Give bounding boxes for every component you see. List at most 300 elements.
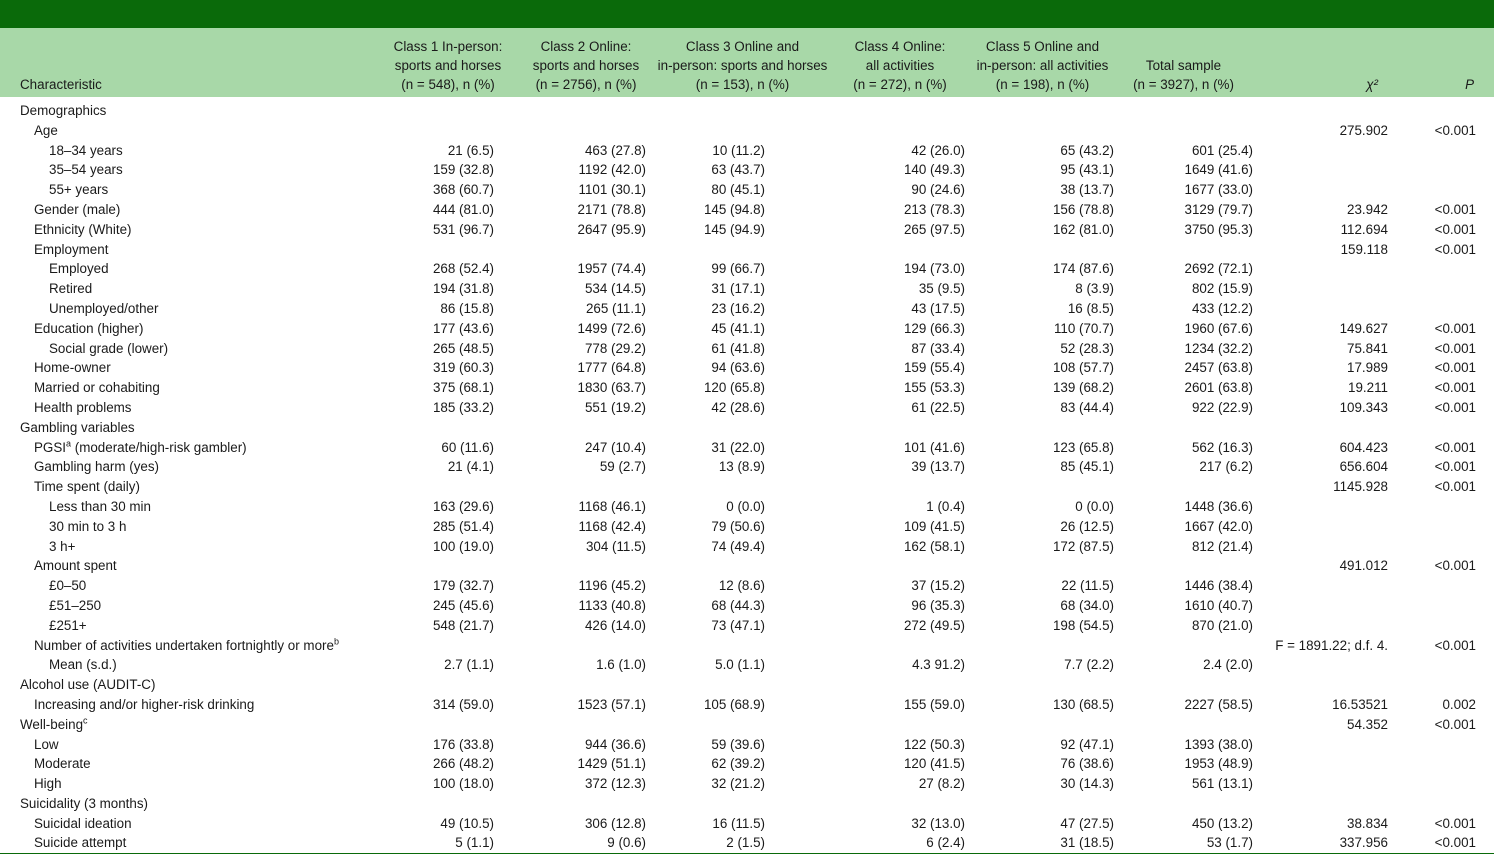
table-cell <box>1420 735 1494 755</box>
table-cell: 812 (21.4) <box>1191 538 1253 554</box>
table-cell: 1610 (40.7) <box>1184 597 1253 613</box>
table-cell: 74 (49.4) <box>711 538 765 554</box>
table-row <box>0 636 1494 656</box>
table-cell: 9 (0.6) <box>607 835 646 851</box>
table-cell <box>971 794 1114 814</box>
table-row <box>0 576 1494 596</box>
table-row <box>0 141 1494 161</box>
table-cell: 172 (87.5) <box>1052 538 1114 554</box>
table-cell <box>1114 715 1253 735</box>
table-cell <box>380 794 516 814</box>
table-cell <box>1114 121 1253 141</box>
table-cell <box>656 636 829 656</box>
row-label <box>0 596 380 616</box>
table-cell: 1957 (74.4) <box>577 261 646 277</box>
row-label <box>0 319 380 339</box>
table-cell <box>1420 259 1494 279</box>
table-cell: 217 (6.2) <box>1199 459 1253 475</box>
table-cell: 450 (13.2) <box>1191 815 1253 831</box>
table-cell: 19.211 <box>1348 380 1388 396</box>
table-cell: 159 (32.8) <box>432 162 494 178</box>
table-cell: 337.956 <box>1339 835 1388 851</box>
table-cell: 1101 (30.1) <box>578 182 646 198</box>
row-label <box>0 695 380 715</box>
column-header-6 <box>1114 28 1253 97</box>
table-cell: 266 (48.2) <box>432 756 494 772</box>
table-cell: 96 (35.3) <box>911 597 965 613</box>
table-row <box>0 358 1494 378</box>
column-header-line: Total sample <box>1145 58 1222 73</box>
table-cell <box>1420 180 1494 200</box>
table-cell <box>516 97 656 121</box>
table-cell <box>380 556 516 576</box>
table-cell: 433 (12.2) <box>1191 300 1253 316</box>
row-label <box>0 576 380 596</box>
table-cell: 163 (29.6) <box>432 498 494 514</box>
table-cell: 2457 (63.8) <box>1184 360 1253 376</box>
table-cell: 1234 (32.2) <box>1184 340 1253 356</box>
table-header <box>0 28 1494 97</box>
table-row <box>0 754 1494 774</box>
table-cell: 534 (14.5) <box>584 281 646 297</box>
row-label-text: £0–50 <box>49 578 87 594</box>
table-cell: 0 (0.0) <box>726 498 765 514</box>
table-row <box>0 497 1494 517</box>
column-header-line: (n = 2756), n (%) <box>535 77 637 92</box>
table-cell: 49 (10.5) <box>440 815 494 831</box>
row-label-text: 55+ years <box>49 182 109 198</box>
table-cell: 179 (32.7) <box>432 578 494 594</box>
table-cell: 548 (21.7) <box>432 617 494 633</box>
table-row <box>0 556 1494 576</box>
row-label-text: Mean (s.d.) <box>49 657 117 673</box>
row-label-text: High <box>34 776 62 792</box>
table-cell: 1192 (42.0) <box>578 162 646 178</box>
table-cell: 13 (8.9) <box>718 459 765 475</box>
table-cell <box>516 121 656 141</box>
table-cell: 17.989 <box>1347 360 1388 376</box>
table-cell: F = 1891.22; d.f. 4. <box>1275 637 1388 653</box>
table-cell <box>1253 299 1420 319</box>
table-cell: 52 (28.3) <box>1060 340 1114 356</box>
table-cell <box>1114 477 1253 497</box>
row-label-text: Amount spent <box>34 558 117 574</box>
table-cell <box>1420 616 1494 636</box>
row-label-text: Number of activities undertaken fortnightly or more <box>34 637 334 653</box>
table-cell <box>1253 497 1420 517</box>
footnote-marker: a <box>66 438 72 449</box>
table-cell <box>1420 97 1494 121</box>
table-cell <box>1253 180 1420 200</box>
table-cell: 802 (15.9) <box>1191 281 1253 297</box>
row-label-text: Social grade (lower) <box>49 340 169 356</box>
table-cell: 562 (16.3) <box>1191 439 1253 455</box>
table-cell: 155 (53.3) <box>903 380 965 396</box>
row-label <box>0 418 380 438</box>
table-cell: 108 (57.7) <box>1052 360 1114 376</box>
table-cell: 561 (13.1) <box>1191 776 1253 792</box>
table-row <box>0 695 1494 715</box>
table-cell <box>656 240 829 260</box>
table-cell <box>971 675 1114 695</box>
table-row <box>0 299 1494 319</box>
table-cell <box>656 556 829 576</box>
table-cell <box>829 121 971 141</box>
table-cell <box>1253 517 1420 537</box>
row-label-text: Education (higher) <box>34 320 144 336</box>
table-cell: 922 (22.9) <box>1191 399 1253 415</box>
row-label <box>0 398 380 418</box>
table-cell <box>1253 616 1420 636</box>
table-cell: 68 (34.0) <box>1060 597 1114 613</box>
table-cell: 245 (45.6) <box>432 597 494 613</box>
table-cell: <0.001 <box>1434 380 1476 396</box>
table-cell: 531 (96.7) <box>432 221 494 237</box>
table-cell: 944 (36.6) <box>584 736 646 752</box>
table-body <box>0 97 1494 853</box>
row-label-text: Employment <box>34 241 109 257</box>
table-cell: 176 (33.8) <box>432 736 494 752</box>
table-cell <box>1420 141 1494 161</box>
table-cell: 120 (65.8) <box>703 380 765 396</box>
table-cell <box>1420 576 1494 596</box>
row-label-text: Suicidality (3 months) <box>20 795 149 811</box>
table-cell: 656.604 <box>1339 459 1388 475</box>
column-header-line: sports and horses <box>532 58 640 73</box>
table-cell: 83 (44.4) <box>1060 399 1114 415</box>
table-cell: <0.001 <box>1434 360 1476 376</box>
table-cell: <0.001 <box>1434 459 1476 475</box>
table-cell <box>1253 418 1420 438</box>
table-cell: 185 (33.2) <box>432 399 494 415</box>
table-cell <box>380 97 516 121</box>
table-title-bar <box>0 0 1494 28</box>
table-cell: 8 (3.9) <box>1075 281 1114 297</box>
table-cell: 110 (70.7) <box>1053 320 1114 336</box>
table-cell: 444 (81.0) <box>432 201 494 217</box>
table-cell: 42 (26.0) <box>911 142 965 158</box>
table-row <box>0 160 1494 180</box>
table-cell <box>1253 141 1420 161</box>
table-cell: 42 (28.6) <box>711 399 765 415</box>
table-row <box>0 398 1494 418</box>
table-cell: 1133 (40.8) <box>578 597 646 613</box>
table-cell: 54.352 <box>1347 716 1388 732</box>
table-cell: 1168 (46.1) <box>578 498 646 514</box>
table-cell <box>971 121 1114 141</box>
table-cell: 130 (68.5) <box>1052 696 1114 712</box>
footnote-marker: c <box>83 715 88 726</box>
table-cell: 73 (47.1) <box>711 617 765 633</box>
table-row <box>0 477 1494 497</box>
table-cell: 140 (49.3) <box>903 162 965 178</box>
table-cell: 47 (27.5) <box>1060 815 1114 831</box>
table-row <box>0 517 1494 537</box>
table-cell: <0.001 <box>1434 340 1476 356</box>
row-label-text: Married or cohabiting <box>34 380 160 396</box>
row-label <box>0 339 380 359</box>
table-cell: 1777 (64.8) <box>577 360 646 376</box>
row-label <box>0 794 380 814</box>
row-label <box>0 556 380 576</box>
row-label-text: Gambling variables <box>20 419 135 435</box>
table-cell <box>656 794 829 814</box>
table-cell: 122 (50.3) <box>903 736 965 752</box>
table-cell <box>1420 160 1494 180</box>
table-cell <box>656 675 829 695</box>
column-header-line: (n = 198), n (%) <box>995 77 1090 92</box>
column-header-line: in-person: sports and horses <box>657 58 828 73</box>
table-cell: 23.942 <box>1347 201 1388 217</box>
table-cell: 123 (65.8) <box>1052 439 1114 455</box>
table-cell: 265 (11.1) <box>585 300 646 316</box>
column-header-line: Class 5 Online and <box>985 39 1100 54</box>
table-cell: 601 (25.4) <box>1191 142 1253 158</box>
row-label <box>0 358 380 378</box>
row-label <box>0 833 380 853</box>
table-cell: 35 (9.5) <box>918 281 965 297</box>
table-cell: 61 (41.8) <box>711 340 765 356</box>
table-cell: <0.001 <box>1434 835 1476 851</box>
table-row <box>0 121 1494 141</box>
row-label-suffix: (moderate/high-risk gambler) <box>71 439 247 455</box>
table-cell <box>1253 596 1420 616</box>
table-cell <box>1114 556 1253 576</box>
table-cell: 1168 (42.4) <box>578 518 646 534</box>
table-cell <box>971 556 1114 576</box>
row-label-text: £251+ <box>49 617 87 633</box>
table-cell: <0.001 <box>1434 320 1476 336</box>
row-label <box>0 240 380 260</box>
table-cell: 60 (11.6) <box>441 439 494 455</box>
table-row <box>0 97 1494 121</box>
table-cell <box>516 715 656 735</box>
table-cell <box>1253 279 1420 299</box>
row-label <box>0 655 380 675</box>
table-cell: 2692 (72.1) <box>1184 261 1253 277</box>
table-cell <box>516 675 656 695</box>
table-cell: 174 (87.6) <box>1052 261 1114 277</box>
table-cell: 306 (12.8) <box>584 815 646 831</box>
column-header-2 <box>516 28 656 97</box>
column-header-line: (n = 3927), n (%) <box>1133 77 1234 92</box>
table-cell: 149.627 <box>1339 320 1388 336</box>
table-cell: 109 (41.5) <box>903 518 965 534</box>
table-cell: 76 (38.6) <box>1060 756 1114 772</box>
table-row <box>0 220 1494 240</box>
table-cell: 162 (81.0) <box>1052 221 1114 237</box>
table-row <box>0 794 1494 814</box>
table-cell: 23 (16.2) <box>711 300 765 316</box>
table-cell: 16 (8.5) <box>1067 300 1114 316</box>
table-cell: 1953 (48.9) <box>1184 756 1253 772</box>
table-cell: 1649 (41.6) <box>1184 162 1253 178</box>
table-cell <box>829 240 971 260</box>
table-cell <box>971 418 1114 438</box>
row-label-text: Well-being <box>20 716 84 732</box>
table-cell: 22 (11.5) <box>1061 578 1114 594</box>
table-cell: 314 (59.0) <box>432 696 494 712</box>
table-cell: 109.343 <box>1339 399 1388 415</box>
table-cell <box>829 715 971 735</box>
table-cell: 16 (11.5) <box>712 815 765 831</box>
table-cell: 265 (48.5) <box>432 340 494 356</box>
table-cell: 177 (43.6) <box>432 320 494 336</box>
column-header-3 <box>656 28 829 97</box>
table-cell: 368 (60.7) <box>432 182 494 198</box>
row-label-text: Retired <box>49 281 93 297</box>
table-cell: 2.4 (2.0) <box>1203 657 1253 673</box>
table-cell <box>1420 299 1494 319</box>
table-cell <box>1420 675 1494 695</box>
table-cell: 491.012 <box>1339 558 1388 574</box>
column-header-line: Class 3 Online and <box>685 39 800 54</box>
table-cell <box>1253 754 1420 774</box>
table-cell: 90 (24.6) <box>911 182 965 198</box>
row-label <box>0 457 380 477</box>
table-cell <box>380 477 516 497</box>
table-cell <box>1253 97 1420 121</box>
table-cell: 2647 (95.9) <box>577 221 646 237</box>
row-label-text: Health problems <box>34 399 132 415</box>
table-cell: 194 (73.0) <box>903 261 965 277</box>
table-row <box>0 279 1494 299</box>
table-cell: 32 (13.0) <box>911 815 965 831</box>
table-cell: 268 (52.4) <box>432 261 494 277</box>
table-cell: 87 (33.4) <box>911 340 965 356</box>
table-cell <box>656 477 829 497</box>
column-header-line: Class 1 In-person: <box>393 39 503 54</box>
table-cell: 272 (49.5) <box>903 617 965 633</box>
row-label-text: Low <box>34 736 59 752</box>
row-label <box>0 378 380 398</box>
table-cell: 31 (17.1) <box>711 281 765 297</box>
row-label-text: Suicidal ideation <box>34 815 132 831</box>
table-cell <box>1420 754 1494 774</box>
row-label-text: £51–250 <box>49 597 102 613</box>
table-cell: 12 (8.6) <box>718 578 765 594</box>
table-cell: 1667 (42.0) <box>1184 518 1253 534</box>
table-cell <box>1114 240 1253 260</box>
table-cell <box>516 418 656 438</box>
table-cell: 86 (15.8) <box>440 300 494 316</box>
table-cell: 53 (1.7) <box>1206 835 1253 851</box>
row-label-text: Suicide attempt <box>34 835 127 851</box>
row-label <box>0 200 380 220</box>
table-cell <box>1420 537 1494 557</box>
row-label-text: Increasing and/or higher-risk drinking <box>34 696 255 712</box>
characteristics-table <box>0 28 1494 853</box>
table-cell: 870 (21.0) <box>1191 617 1253 633</box>
table-row <box>0 675 1494 695</box>
table-cell <box>656 97 829 121</box>
table-cell: 0.002 <box>1442 696 1476 712</box>
table-cell <box>1114 675 1253 695</box>
table-cell: 63 (43.7) <box>711 162 765 178</box>
column-header-7 <box>1253 28 1420 97</box>
column-header-1 <box>380 28 516 97</box>
column-header-5 <box>971 28 1114 97</box>
row-label-text: 35–54 years <box>49 162 123 178</box>
table-cell: 1393 (38.0) <box>1184 736 1253 752</box>
table-cell: 1196 (45.2) <box>578 578 646 594</box>
table-cell: 30 (14.3) <box>1060 776 1114 792</box>
row-label-text: PGSI <box>34 439 66 455</box>
row-label <box>0 279 380 299</box>
table-cell <box>1420 418 1494 438</box>
table-cell: 1448 (36.6) <box>1184 498 1253 514</box>
table-cell: 3129 (79.7) <box>1184 201 1253 217</box>
table-cell: 265 (97.5) <box>903 221 965 237</box>
table-row <box>0 378 1494 398</box>
table-cell: 10 (11.2) <box>712 142 765 158</box>
row-label <box>0 735 380 755</box>
table-cell: 604.423 <box>1339 439 1388 455</box>
table-row <box>0 418 1494 438</box>
table-cell <box>516 240 656 260</box>
column-header-line: (n = 548), n (%) <box>401 77 495 92</box>
table-cell: 129 (66.3) <box>903 320 965 336</box>
row-label-text: Time spent (daily) <box>34 479 140 495</box>
table-cell: 62 (39.2) <box>711 756 765 772</box>
table-cell: <0.001 <box>1434 558 1476 574</box>
table-cell <box>1253 794 1420 814</box>
table-cell: 247 (10.4) <box>584 439 646 455</box>
table-cell: 139 (68.2) <box>1052 380 1114 396</box>
table-cell <box>829 477 971 497</box>
table-cell: 2.7 (1.1) <box>444 657 494 673</box>
table-cell: 778 (29.2) <box>584 340 646 356</box>
table-cell: 32 (21.2) <box>711 776 765 792</box>
table-cell <box>1114 794 1253 814</box>
table-cell: 105 (68.9) <box>703 696 765 712</box>
table-cell <box>1420 279 1494 299</box>
table-cell <box>829 418 971 438</box>
table-cell: 5 (1.1) <box>455 835 494 851</box>
column-header-line: χ² <box>1366 77 1378 92</box>
table-cell <box>1114 418 1253 438</box>
table-cell: 1499 (72.6) <box>577 320 646 336</box>
table-cell <box>656 715 829 735</box>
table-row <box>0 715 1494 735</box>
row-label <box>0 121 380 141</box>
table-cell <box>1420 655 1494 675</box>
table-cell: 101 (41.6) <box>903 439 965 455</box>
table-cell: <0.001 <box>1434 716 1476 732</box>
table-cell <box>1420 774 1494 794</box>
table-cell <box>829 556 971 576</box>
table-cell: 375 (68.1) <box>432 380 494 396</box>
table-cell <box>1253 735 1420 755</box>
table-cell: 1830 (63.7) <box>577 380 646 396</box>
column-header-line: (n = 153), n (%) <box>695 77 790 92</box>
table-cell: 100 (19.0) <box>432 538 494 554</box>
table-cell <box>380 418 516 438</box>
table-cell: 61 (22.5) <box>911 399 965 415</box>
table-row <box>0 833 1494 853</box>
table-cell: 100 (18.0) <box>432 776 494 792</box>
table-cell <box>971 97 1114 121</box>
table-cell: 21 (4.1) <box>447 459 494 475</box>
table-row <box>0 616 1494 636</box>
table-cell <box>380 675 516 695</box>
row-label <box>0 497 380 517</box>
table-cell: 194 (31.8) <box>432 281 494 297</box>
table-cell <box>1253 655 1420 675</box>
table-cell: 2601 (63.8) <box>1184 380 1253 396</box>
column-header-8 <box>1420 28 1494 97</box>
table-cell: 94 (63.6) <box>711 360 765 376</box>
